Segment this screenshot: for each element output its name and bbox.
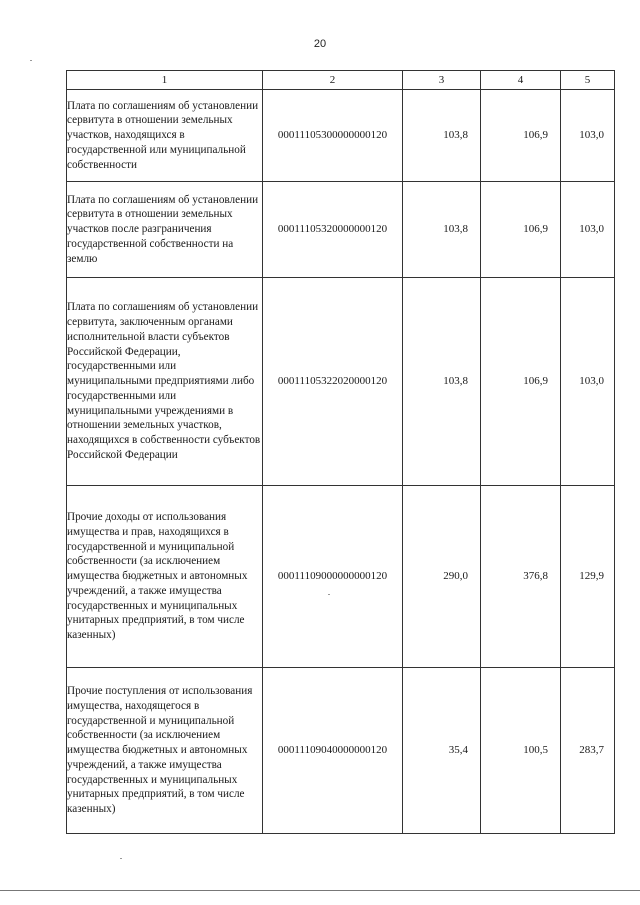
row-name: Прочие поступления от использования имущества, находящегося в государственной и муниципальной собственности (за исключением имущества бюджетных и автономных учреждений, а также имущества государственных и муниципальных унитарных предприятий, в том числе казенных) xyxy=(67,668,263,834)
revenue-table xyxy=(66,70,615,834)
row-value-col3: 103,8 xyxy=(403,90,481,182)
row-value-col4: 106,9 xyxy=(481,90,561,182)
row-name: Плата по соглашениям об установлении сервитута в отношении земельных участков, находящихся в государственной или муниципальной собственности xyxy=(67,90,263,182)
row-value-col4: 100,5 xyxy=(481,668,561,834)
table-header xyxy=(67,71,615,90)
table-row xyxy=(67,278,615,486)
row-value-col3: 290,0 xyxy=(403,486,481,668)
row-value-col3: 35,4 xyxy=(403,668,481,834)
row-value-col5: 129,9 xyxy=(561,486,615,668)
header-col-4: 4 xyxy=(481,71,561,90)
page-number: 20 xyxy=(313,38,327,50)
row-value-col4: 376,8 xyxy=(481,486,561,668)
row-name: Плата по соглашениям об установлении сервитута, заключенным органами исполнительной власти субъектов Российской Федерации, государственными или муниципальными предприятиями либо государственными или муниципальными учреждениями в отношении земельных участков, находящихся в собственности субъектов Российской Федерации xyxy=(67,278,263,486)
row-value-col5: 103,0 xyxy=(561,90,615,182)
header-col-5: 5 xyxy=(561,71,615,90)
row-code: 00011109000000000120 xyxy=(263,486,403,668)
row-code: 00011105300000000120 xyxy=(263,90,403,182)
row-code: 00011109040000000120 xyxy=(263,668,403,834)
table-row xyxy=(67,668,615,834)
scan-edge-line xyxy=(0,890,640,891)
row-value-col3: 103,8 xyxy=(403,182,481,278)
row-name: Плата по соглашениям об установлении сервитута в отношении земельных участков после разграничения государственной собственности на землю xyxy=(67,182,263,278)
header-row xyxy=(67,71,615,90)
row-code: 00011105322020000120 xyxy=(263,278,403,486)
table-row xyxy=(67,182,615,278)
row-name: Прочие доходы от использования имущества и прав, находящихся в государственной и муниципальной собственности (за исключением имущества бюджетных и автономных учреждений, а также имущества государственных и муниципальных унитарных предприятий, в том числе казенных) xyxy=(67,486,263,668)
scan-speck xyxy=(328,594,330,595)
row-value-col4: 106,9 xyxy=(481,182,561,278)
header-col-2: 2 xyxy=(263,71,403,90)
table-row xyxy=(67,90,615,182)
header-col-1: 1 xyxy=(67,71,263,90)
row-code: 00011105320000000120 xyxy=(263,182,403,278)
scan-speck xyxy=(120,858,122,859)
scan-speck xyxy=(30,60,32,61)
row-value-col4: 106,9 xyxy=(481,278,561,486)
row-value-col5: 103,0 xyxy=(561,278,615,486)
row-value-col3: 103,8 xyxy=(403,278,481,486)
header-col-3: 3 xyxy=(403,71,481,90)
table-body xyxy=(67,90,615,834)
table-row xyxy=(67,486,615,668)
row-value-col5: 283,7 xyxy=(561,668,615,834)
row-value-col5: 103,0 xyxy=(561,182,615,278)
